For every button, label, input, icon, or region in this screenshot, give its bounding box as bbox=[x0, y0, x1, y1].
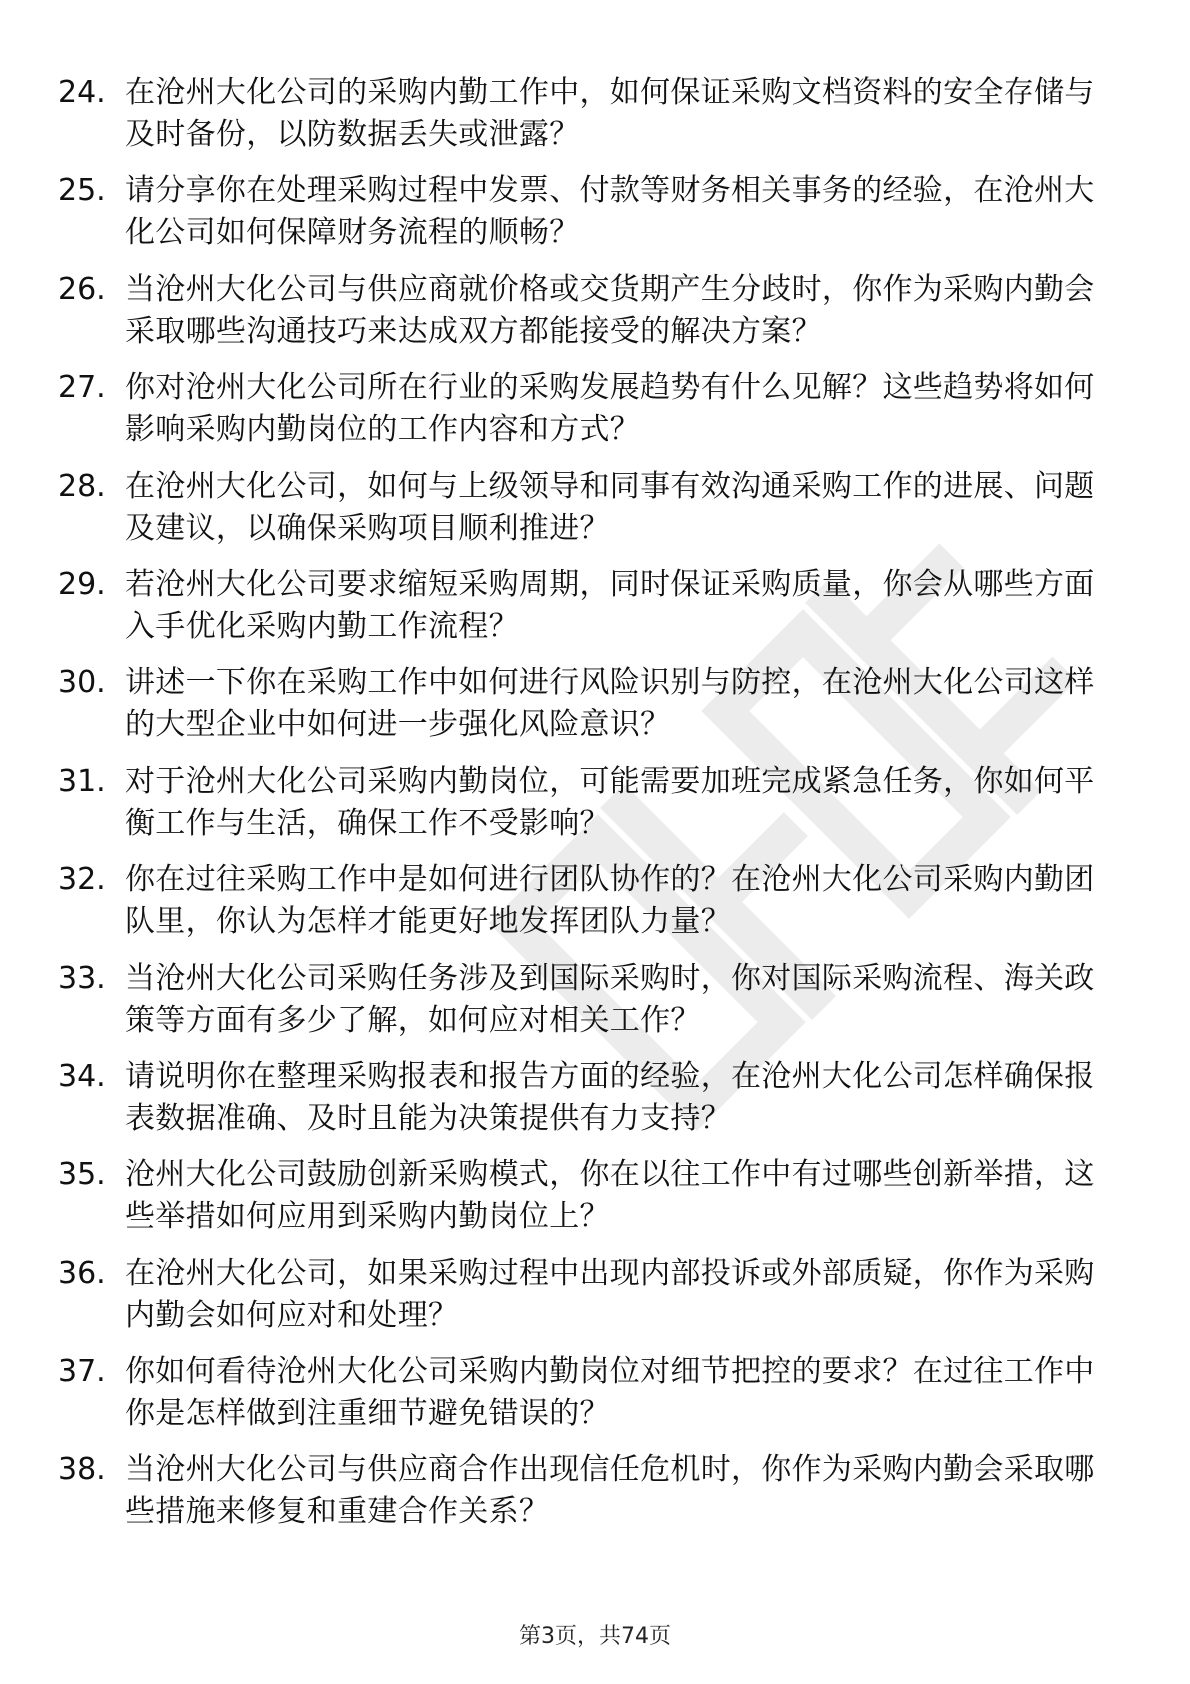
question-item bbox=[0, 564, 1190, 662]
question-text: 沧州大化公司鼓励创新采购模式，你在以往工作中有过哪些创新举措，这些举措如何应用到采购内勤岗位上？ bbox=[125, 1157, 1095, 1235]
question-text: 你如何看待沧州大化公司采购内勤岗位对细节把控的要求？在过往工作中你是怎样做到注重细节避免错误的？ bbox=[125, 1354, 1095, 1432]
question-item bbox=[0, 958, 1190, 1056]
question-text: 在沧州大化公司，如果采购过程中出现内部投诉或外部质疑，你作为采购内勤会如何应对和处理？ bbox=[125, 1255, 1095, 1333]
question-item bbox=[0, 1253, 1190, 1351]
question-item bbox=[0, 1351, 1190, 1449]
question-text: 当沧州大化公司采购任务涉及到国际采购时，你对国际采购流程、海关政策等方面有多少了解，如何应对相关工作？ bbox=[125, 960, 1095, 1038]
question-text: 你在过往采购工作中是如何进行团队协作的？在沧州大化公司采购内勤团队里，你认为怎样才能更好地发挥团队力量？ bbox=[125, 862, 1095, 940]
question-item bbox=[0, 1154, 1190, 1252]
question-item bbox=[0, 466, 1190, 564]
question-text: 当沧州大化公司与供应商就价格或交货期产生分歧时，你作为采购内勤会采取哪些沟通技巧来达成双方都能接受的解决方案？ bbox=[125, 271, 1095, 349]
question-number: 35. bbox=[58, 1157, 106, 1193]
question-number: 36. bbox=[58, 1255, 106, 1291]
question-item bbox=[0, 367, 1190, 465]
question-number: 34. bbox=[58, 1058, 106, 1094]
question-text: 对于沧州大化公司采购内勤岗位，可能需要加班完成紧急任务，你如何平衡工作与生活，确保工作不受影响？ bbox=[125, 763, 1095, 841]
question-number: 24. bbox=[58, 75, 106, 110]
question-number: 29. bbox=[58, 566, 106, 602]
question-text: 在沧州大化公司的采购内勤工作中，如何保证采购文档资料的安全存储与及时备份，以防数据丢失或泄露？ bbox=[125, 75, 1095, 152]
question-number: 28. bbox=[58, 468, 106, 504]
question-item bbox=[0, 269, 1190, 367]
question-item bbox=[0, 1056, 1190, 1154]
question-item bbox=[0, 170, 1190, 268]
question-number: 32. bbox=[58, 862, 106, 898]
question-text: 当沧州大化公司与供应商合作出现信任危机时，你作为采购内勤会采取哪些措施来修复和重建合作关系？ bbox=[125, 1452, 1095, 1530]
question-item bbox=[0, 761, 1190, 859]
question-number: 27. bbox=[58, 370, 106, 406]
question-text: 请分享你在处理采购过程中发票、付款等财务相关事务的经验，在沧州大化公司如何保障财务流程的顺畅？ bbox=[125, 173, 1095, 251]
question-text: 若沧州大化公司要求缩短采购周期，同时保证采购质量，你会从哪些方面入手优化采购内勤工作流程？ bbox=[125, 566, 1095, 644]
page-footer bbox=[0, 1622, 1190, 1652]
question-number: 25. bbox=[58, 173, 106, 209]
question-number: 33. bbox=[58, 960, 106, 996]
question-item bbox=[0, 72, 1190, 170]
question-item bbox=[0, 859, 1190, 957]
question-text: 讲述一下你在采购工作中如何进行风险识别与防控，在沧州大化公司这样的大型企业中如何进一步强化风险意识？ bbox=[125, 665, 1095, 743]
question-text: 请说明你在整理采购报表和报告方面的经验，在沧州大化公司怎样确保报表数据准确、及时且能为决策提供有力支持？ bbox=[125, 1058, 1095, 1136]
question-number: 37. bbox=[58, 1354, 106, 1390]
question-item bbox=[0, 1449, 1190, 1547]
question-number: 26. bbox=[58, 271, 106, 307]
question-number: 38. bbox=[58, 1452, 106, 1488]
question-item bbox=[0, 662, 1190, 760]
question-text: 在沧州大化公司，如何与上级领导和同事有效沟通采购工作的进展、问题及建议，以确保采购项目顺利推进？ bbox=[125, 468, 1095, 546]
page-number-label: 第3页，共74页 bbox=[519, 1624, 671, 1649]
question-number: 31. bbox=[58, 763, 106, 799]
question-number: 30. bbox=[58, 665, 106, 701]
question-text: 你对沧州大化公司所在行业的采购发展趋势有什么见解？这些趋势将如何影响采购内勤岗位的工作内容和方式？ bbox=[125, 370, 1095, 448]
question-list bbox=[0, 72, 1190, 1548]
